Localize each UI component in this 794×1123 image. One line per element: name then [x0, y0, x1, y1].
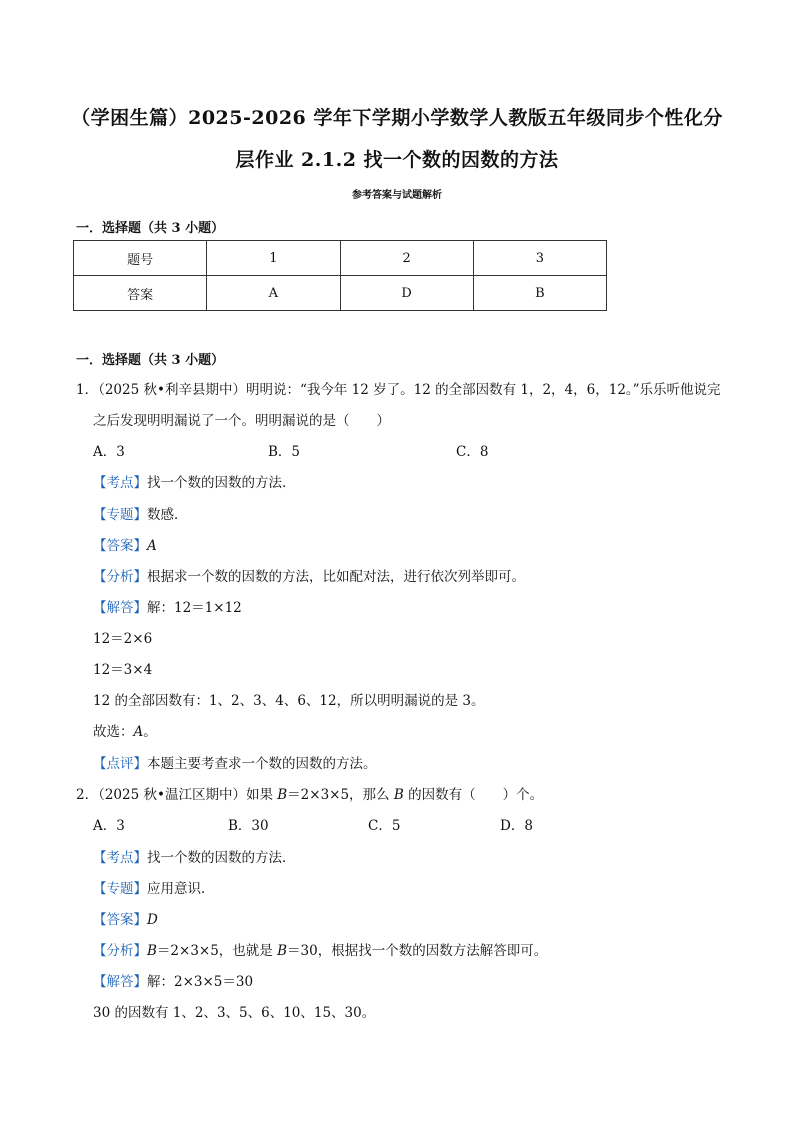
jieda-text: 解：2×3×5＝30: [147, 974, 254, 990]
q1-zhuanti: [93, 506, 188, 524]
q1-option-a: A．3: [93, 444, 125, 460]
q2-option-c: C．5: [368, 818, 401, 834]
kaodian-text: 找一个数的因数的方法．: [147, 475, 296, 491]
detail-section-heading: 一．选择题（共 3 小题）: [76, 353, 225, 368]
answer-table: [73, 240, 607, 311]
table-row: [74, 241, 607, 276]
zhuanti-tag: 【专题】: [93, 881, 147, 897]
fenxi-var-b: B: [147, 943, 157, 959]
kaodian-tag: 【考点】: [93, 475, 147, 491]
document-title-line-2: 层作业 2.1.2 找一个数的因数的方法: [235, 149, 559, 171]
fenxi-tag: 【分析】: [93, 569, 147, 585]
q2-jieda: [93, 973, 253, 991]
q2-zhuanti: [93, 880, 215, 898]
q1-jieda: [93, 599, 242, 617]
jieda-tag: 【解答】: [93, 974, 147, 990]
zhuanti-tag: 【专题】: [93, 507, 147, 523]
guxuan-suffix: 。: [143, 724, 157, 740]
jieda-tag: 【解答】: [93, 600, 147, 616]
q1-kaodian: [93, 474, 296, 492]
q1-step-4: 12 的全部因数有：1、2、3、4、6、12，所以明明漏说的是 3。: [93, 693, 485, 709]
document-subtitle: 参考答案与试题解析: [352, 190, 442, 201]
table-cell-question-1: 1: [207, 241, 340, 276]
q1-dianping: [93, 755, 377, 773]
zhuanti-text: 数感．: [147, 507, 188, 523]
guxuan-answer: A: [133, 724, 144, 740]
jieda-text: 解：12＝1×12: [147, 600, 242, 616]
table-cell-question-header: 题号: [74, 241, 207, 276]
q2-stem-prefix: 2．（2025 秋•温江区期中）如果: [76, 787, 278, 803]
kaodian-text: 找一个数的因数的方法．: [147, 850, 296, 866]
fenxi-var-b: B: [277, 943, 288, 959]
table-row: [74, 276, 607, 311]
q2-stem-mid: ＝2×3×5，那么: [287, 787, 394, 803]
q1-guxuan: [93, 723, 157, 741]
table-cell-question-3: 3: [473, 241, 606, 276]
dianping-text: 本题主要考查求一个数的因数的方法。: [147, 756, 377, 772]
q1-step-2: 12＝2×6: [93, 631, 153, 647]
q1-fenxi: [93, 568, 525, 586]
fenxi-text: 根据求一个数的因数的方法，比如配对法，进行依次列举即可。: [147, 569, 525, 585]
fenxi-rest: ＝30，根据找一个数的因数方法解答即可。: [287, 943, 548, 959]
guxuan-prefix: 故选：: [93, 724, 134, 740]
answer-section-heading: 一．选择题（共 3 小题）: [76, 221, 225, 236]
q2-option-b: B．30: [228, 818, 269, 834]
daan-tag: 【答案】: [93, 538, 147, 554]
q1-option-b: B．5: [268, 444, 301, 460]
daan-text: A: [147, 538, 157, 554]
q2-var-b: B: [277, 787, 288, 803]
q2-fenxi: [93, 942, 547, 960]
table-cell-question-2: 2: [340, 241, 473, 276]
q1-option-c: C．8: [456, 444, 489, 460]
q2-daan: [93, 911, 158, 929]
q2-stem: [76, 786, 543, 804]
q2-stem-suffix: 的因数有（ ）个。: [403, 787, 544, 803]
q2-option-d: D．8: [500, 818, 533, 834]
q2-step-2: 30 的因数有 1、2、3、5、6、10、15、30。: [93, 1005, 376, 1021]
fenxi-mid: ＝2×3×5，也就是: [156, 943, 278, 959]
daan-tag: 【答案】: [93, 912, 147, 928]
table-cell-answer-header: 答案: [74, 276, 207, 311]
table-cell-answer-1: A: [207, 276, 340, 311]
kaodian-tag: 【考点】: [93, 850, 147, 866]
q1-step-3: 12＝3×4: [93, 662, 153, 678]
zhuanti-text: 应用意识．: [147, 881, 215, 897]
q2-var-b: B: [393, 787, 404, 803]
q2-kaodian: [93, 849, 296, 867]
fenxi-tag: 【分析】: [93, 943, 147, 959]
daan-text: D: [147, 912, 158, 928]
table-cell-answer-2: D: [340, 276, 473, 311]
table-cell-answer-3: B: [473, 276, 606, 311]
q1-stem-line-2: 之后发现明明漏说了一个。明明漏说的是（ ）: [93, 413, 390, 429]
q2-option-a: A．3: [93, 818, 125, 834]
q1-stem-line-1: 1．（2025 秋•利辛县期中）明明说：“我今年 12 岁了。12 的全部因数有 1，2，4，6，12。”乐乐听他说完: [76, 382, 721, 398]
dianping-tag: 【点评】: [93, 756, 147, 772]
document-title-line-1: （学困生篇）2025-2026 学年下学期小学数学人教版五年级同步个性化分: [71, 107, 723, 129]
q1-daan: [93, 537, 157, 555]
